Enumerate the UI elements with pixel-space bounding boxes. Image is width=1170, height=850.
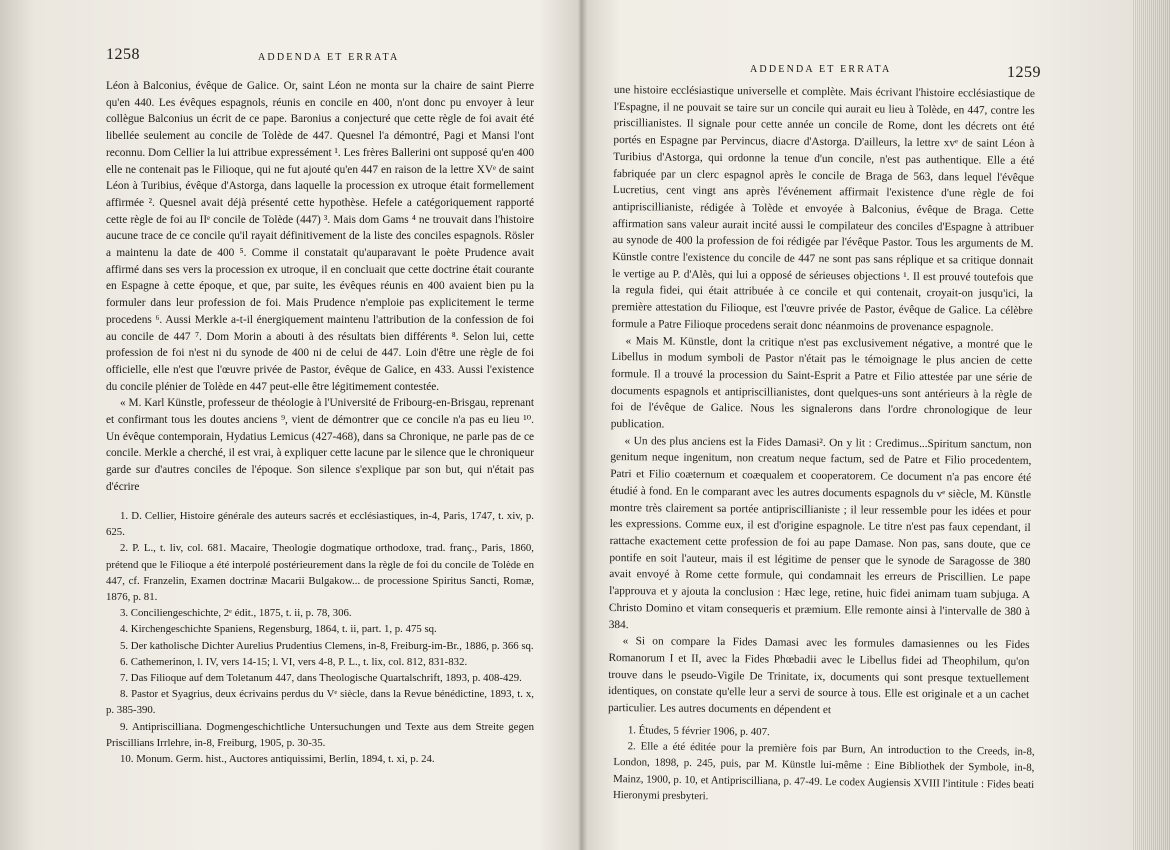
- paragraph: Léon à Balconius, évêque de Galice. Or, saint Léon ne monta sur la chaire de saint Pierre qu'en 440. Les évêques espagnols, réunis en concile en 400, n'ont donc pu envoyer à leur collègue Balconius un écrit de ce pape. Baronius a conjecturé que cette règle de foi avait été libellée seulement au concile de Tolède de 447. Quesnel l'a démontré, Pagi et Mansi l'ont reconnu. Dom Cellier la lui attribue expressément ¹. Les frères Ballerini ont supposé qu'en 400 elle ne contenait pas le Filioque, qui ne fut ajouté qu'en 447 en raison de la lettre XVᵉ de saint Léon à Turibius, évêque d'Astorga, dans laquelle la procession ex utroque était formellement affirmée ². Quesnel avait déjà présenté cette hypothèse. Hefele a catégoriquement rapporté cette règle de foi au IIᵉ concile de Tolède (447) ³. Mais dom Gams ⁴ ne trouvait dans l'histoire aucune trace de ce concile qu'il rayait définitivement de la liste des conciles espagnols. Rösler a maintenu la date de 400 ⁵. Comme il constatait qu'auparavant le poète Prudence avait affirmé dans ses vers la procession ex utroque, il en concluait que cette doctrine était courante en Espagne à cette époque, et que, par suite, les évêques réunis en 400 avaient bien pu la formuler dans leur profession de foi. Mais Prudence n'emploie pas explicitement le terme procedens ⁶. Aussi Merkle a-t-il énergiquement maintenu l'attribution de la confession de foi au concile de 447 ⁷. Dom Morin a abouti à des résultats bien différents ⁸. Selon lui, cette profession de foi n'est ni du synode de 400 ni de celui de 447. Loin d'être une règle de foi officielle, elle n'est que l'œuvre privée de Pastor, évêque de Galice, en 433. Aussi l'existence du concile plénier de Tolède en 447 peut-elle être légitimement contestée.: [106, 80, 534, 393]
- footnote: 5. Der katholische Dichter Aurelius Prudentius Clemens, in-8, Freiburg-im-Br., 1886, p. 366 sq.: [120, 639, 534, 652]
- running-head: ADDENDA ET ERRATA: [750, 64, 892, 75]
- paragraph: « Si on compare la Fides Damasi avec les formules damasiennes ou les Fides Romanorum I et II, avec la Fides Phœbadii avec le Libellus fidei ad Theophilum, qu'on trouve dans le pseudo-Vigile De Trinitate, ix, documents qui sont presque textuellement identiques, on constate qu'elle leur a servi de source à tous. Elle est originale et a un cachet particulier. Les autres documents en dépendent et: [607, 635, 1030, 717]
- body-text: [106, 78, 534, 496]
- footnote: 10. Monum. Germ. hist., Auctores antiquissimi, Berlin, 1894, t. xi, p. 24.: [120, 753, 435, 766]
- footnotes: [106, 508, 534, 767]
- paragraph: « Mais M. Künstle, dont la critique n'est pas exclusivement négative, a montré que le Libellus in modum symboli de Pastor n'était pas le témoignage le plus ancien de cette formule. Il a trouvé la procession du Saint-Esprit a Patre et Filio attestée par une série de documents espagnols et antipriscillianistes, dont quelques-uns sont antérieurs à la règle de foi de l'évêque de Galice. Nous les signalerons dans l'ordre chronologique de leur publication.: [610, 334, 1033, 431]
- paragraph: « M. Karl Künstle, professeur de théologie à l'Université de Fribourg-en-Brisgau, reprenant et confirmant tous les doutes anciens ⁹, vient de démontrer que ce concile n'a pas eu lieu ¹⁰. Un évêque contemporain, Hydatius Lemicus (427-468), dans sa Chronique, ne parle pas de ce concile. Merkle a cherché, il est vrai, à expliquer cette lacune par le silence que le chroniqueur garde sur d'autres conciles de l'époque. Son silence s'explique par son but, qui n'était pas d'écrire: [106, 397, 534, 493]
- running-head: ADDENDA ET ERRATA: [258, 52, 400, 63]
- paragraph: « Un des plus anciens est la Fides Damasi². On y lit : Credimus...Spiritum sanctum, non genitum neque ingenitum, non creatum neque factum, sed de Patre et Filio procedentem, Patri et Filio coæternum et coæqualem et cooperatorem. Ce document n'a pas encore été étudié à fond. En le comparant avec les autres documents espagnols du vᵉ siècle, M. Künstle montre très clairement sa portée antipriscillianiste ; il leur ressemble pour les idées et pour les expressions. Comme eux, il est d'origine espagnole. Le titre n'est pas faux cependant, il rattache exactement cette profession de foi au pape Damase. Non pas, sans doute, que ce pontife en soit l'auteur, mais il est légitime de penser que le synode de Saragosse de 380 avait envoyé à Rome cette formule, qui condamnait les erreurs de Priscillien. Le pape l'approuva et y ajouta la conclusion : Hæc lege, retine, huic fidei animam tuam subjuga. A Christo Domino et vitam consequeris et præmium. Elle remonte ainsi à l'intervalle de 380 à 384.: [608, 434, 1032, 631]
- left-page: [0, 0, 578, 850]
- footnote: 8. Pastor et Syagrius, deux écrivains perdus du Vᵉ siècle, dans la Revue bénédictine, 1893, t. x, p. 385-390.: [106, 688, 534, 717]
- page-number: 1259: [1007, 64, 1041, 81]
- paragraph: une histoire ecclésiastique universelle et complète. Mais écrivant l'histoire ecclésiastique de l'Espagne, il ne pouvait se taire sur un concile qui aurait eu lieu à Tolède, en 447, contre les priscillianistes. Il signale pour cette année un concile de Rome, dont les décrets ont été portés en Espagne par Pervincus, diacre d'Astorga. D'ailleurs, la lettre xvᵉ de saint Léon à Turibius d'Astorga, qui ordonne la tenue d'un concile, n'est pas authentique. Elle a été fabriquée par un clerc espagnol après le concile de Braga de 563, dans lequel l'évêque Lucretius, cent vingt ans après l'événement affirmait l'existence d'une règle de foi antipriscillianiste, rédigée à Tolède et envoyée à Balconius, évêque de Braga. Cette affirmation sans valeur aurait incité aussi le compilateur des conciles d'Espagne à attribuer au synode de 400 la profession de foi rédigée par l'évêque Pastor. Tous les arguments de M. Künstle contre l'existence du concile de 447 ne sont pas sans réplique et sa critique donnait le vertige au P. d'Alès, qui lui a opposé de sérieuses objections ¹. Il est prouvé toutefois que la regula fidei, qui était attribuée à ce concile et qui contenait, croyait-on jusqu'ici, la première attestation du Filioque, est l'œuvre privée de Pastor, évêque de Galice. La célèbre formule a Patre Filioque procedens serait donc néanmoins de provenance espagnole.: [611, 83, 1035, 334]
- page-edges: [1132, 0, 1170, 850]
- footnote: 7. Das Filioque auf dem Toletanum 447, dans Theologische Quartalschrift, 1893, p. 408-429.: [120, 672, 522, 685]
- footnote: 2. Elle a été éditée pour la première fois par Burn, An introduction to the Creeds, in-8, London, 1898, p. 245, puis, par M. Künstle lui-même : Eine Bibliothek der Symbole, in-8, Mainz, 1900, p. 10, et Antipriscilliana, p. 47-49. Le codex Augiensis XVIII l'intitule : Fides beati Hieronymi presbyteri.: [612, 740, 1035, 803]
- right-page: [584, 0, 1170, 850]
- footnote: 4. Kirchengeschichte Spaniens, Regensburg, 1864, t. ii, part. 1, p. 475 sq.: [120, 623, 437, 636]
- footnote: 9. Antipriscilliana. Dogmengeschichtliche Untersuchungen und Texte aus dem Streite gegen Priscillians Irrlehre, in-8, Freiburg, 1905, p. 30-35.: [106, 720, 534, 749]
- footnotes: [613, 722, 1035, 809]
- footnote: 6. Cathemerinon, l. IV, vers 14-15; l. VI, vers 4-8, P. L., t. lix, col. 812, 831-832.: [120, 655, 468, 668]
- footnote: 1. D. Cellier, Histoire générale des auteurs sacrés et ecclésiastiques, in-4, Paris, 1747, t. xiv, p. 625.: [106, 510, 534, 539]
- footnote: 3. Conciliengeschichte, 2ᵉ édit., 1875, t. ii, p. 78, 306.: [120, 607, 352, 620]
- footnote: 2. P. L., t. liv, col. 681. Macaire, Theologie dogmatique orthodoxe, trad. franç., Paris, 1860, prétend que le Filioque a été interpolé postérieurement dans la règle de foi du concile de Tolède en 447, cf. Franzelin, Examen doctrinæ Macarii Bulgakow... de processione Spiritus Sancti, Romæ, 1876, p. 81.: [106, 542, 534, 604]
- page-number: 1258: [106, 46, 140, 63]
- body-text: [608, 82, 1035, 721]
- footnote: 1. Études, 5 février 1906, p. 407.: [627, 724, 770, 739]
